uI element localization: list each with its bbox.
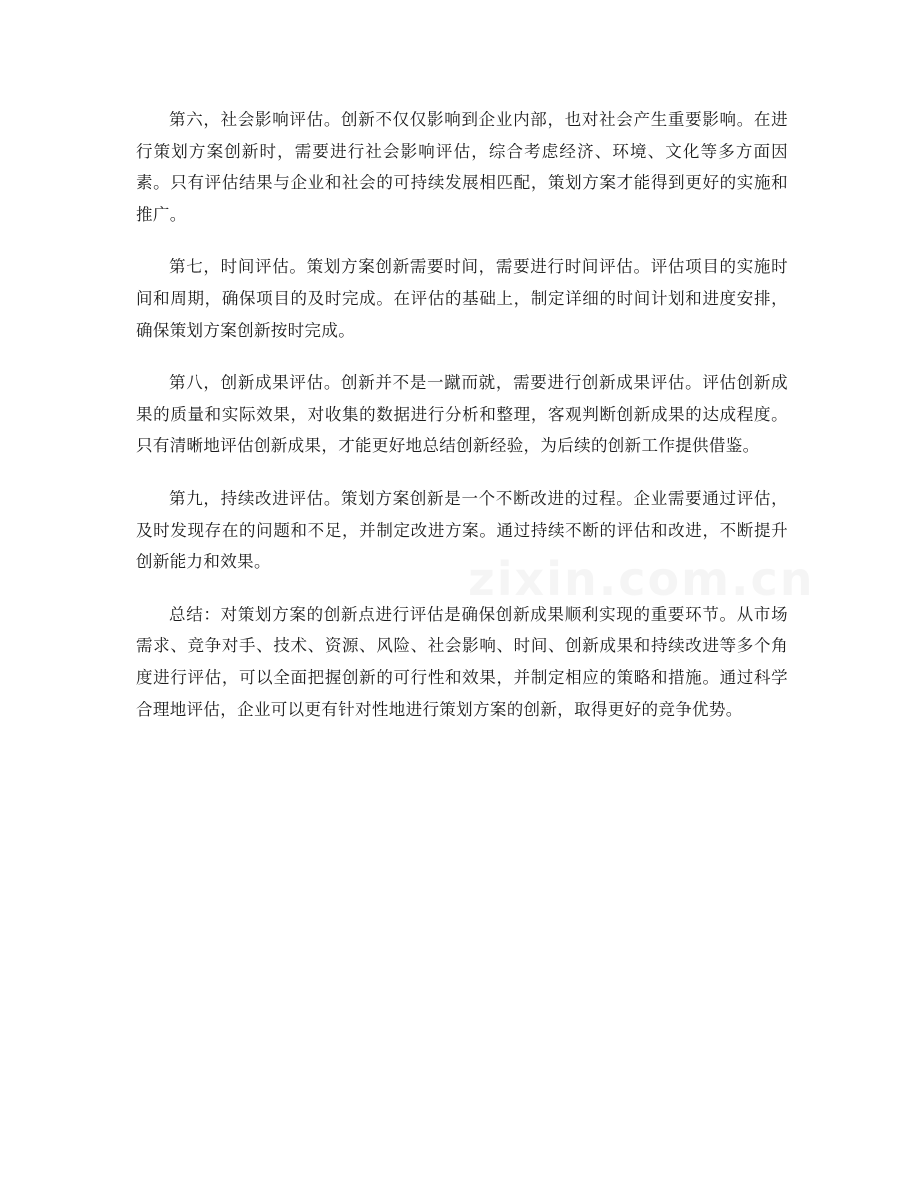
paragraph-summary: 总结：对策划方案的创新点进行评估是确保创新成果顺利实现的重要环节。从市场需求、竞争对手、技术、资源、风险、社会影响、时间、创新成果和持续改进等多个角度进行评估，可以全面把握创新的可行性和效果，并制定相应的策略和措施。通过科学合理地评估，企业可以更有针对性地进行策划方案的创新，取得更好的竞争优势。: [136, 604, 788, 719]
paragraph-time-evaluation: 第七，时间评估。策划方案创新需要时间，需要进行时间评估。评估项目的实施时间和周期，确保项目的及时完成。在评估的基础上，制定详细的时间计划和进度安排，确保策划方案创新按时完成。: [136, 257, 788, 340]
document-body: [136, 104, 788, 746]
paragraph-social-impact: 第六，社会影响评估。创新不仅仅影响到企业内部，也对社会产生重要影响。在进行策划方案创新时，需要进行社会影响评估，综合考虑经济、环境、文化等多方面因素。只有评估结果与企业和社会的可持续发展相匹配，策划方案才能得到更好的实施和推广。: [136, 110, 788, 224]
paragraph-outcome-evaluation: 第八，创新成果评估。创新并不是一蹴而就，需要进行创新成果评估。评估创新成果的质量和实际效果，对收集的数据进行分析和整理，客观判断创新成果的达成程度。只有清晰地评估创新成果，才能更好地总结创新经验，为后续的创新工作提供借鉴。: [136, 373, 788, 456]
paragraph-continuous-improvement: 第九，持续改进评估。策划方案创新是一个不断改进的过程。企业需要通过评估，及时发现存在的问题和不足，并制定改进方案。通过持续不断的评估和改进，不断提升创新能力和效果。: [136, 488, 788, 572]
